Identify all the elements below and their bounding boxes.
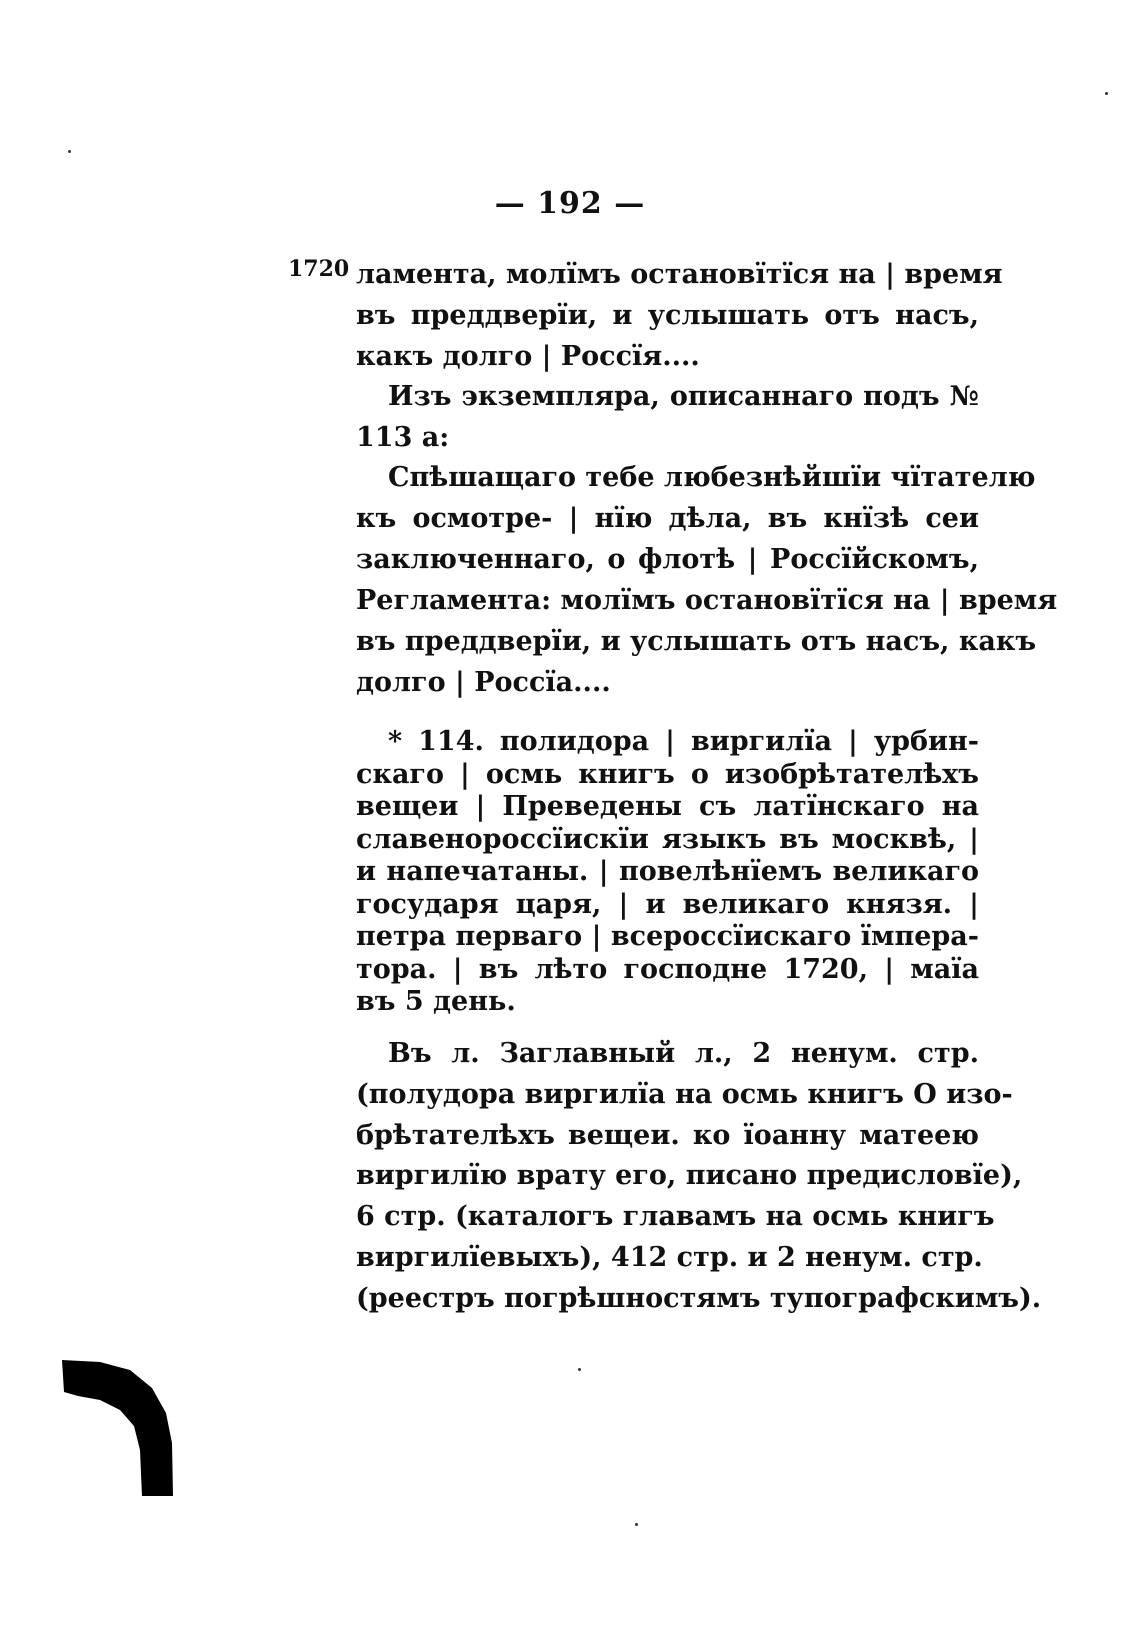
- page-number: — 192 —: [494, 186, 646, 221]
- scan-speck: [635, 1523, 638, 1526]
- text-line: какъ долго | Россїя....: [356, 341, 700, 372]
- text-line: (реестръ погрѣшностямъ тупографскимъ).: [356, 1282, 1042, 1314]
- text-line: петра перваго | всероссїискаго їмпера-: [356, 921, 979, 952]
- margin-year: 1720: [288, 256, 350, 282]
- scan-speck: [1105, 92, 1108, 95]
- paragraph-exemplar: [356, 376, 979, 458]
- paragraph-continuation: [356, 254, 1003, 377]
- text-line: заключеннаго, о флотѣ | Россїйскомъ,: [356, 544, 979, 575]
- text-line: долго | Россїа....: [356, 667, 611, 698]
- text-line: ламента, молїмъ остановїтїся на | время: [356, 259, 1003, 290]
- text-line: государя царя, | и великаго князя. |: [356, 888, 979, 920]
- text-line: Въ л. Заглавный л., 2 ненум. стр.: [388, 1038, 979, 1069]
- scan-smudge: [60, 1358, 175, 1498]
- text-line: Изъ экземпляра, описаннаго подъ №: [388, 381, 979, 412]
- text-line: въ преддверїи, и услышать отъ насъ,: [356, 300, 979, 331]
- text-line: и напечатаны. | повелѣнїемъ великаго: [356, 856, 979, 887]
- text-line: къ осмотре- | нїю дѣла, въ кнїзѣ сеи: [356, 503, 979, 534]
- text-line: виргилїю врату его, писано предисловїе),: [356, 1160, 1023, 1192]
- scan-speck: [68, 150, 71, 153]
- text-line: * 114. полидора | виргилїа | урбин-: [388, 726, 979, 757]
- text-line: 113 а:: [356, 422, 450, 453]
- text-line: вещеи | Преведены съ латїнскаго на: [356, 791, 979, 822]
- text-line: славенороссїискїи языкъ въ москвѣ, |: [356, 823, 979, 855]
- text-line: Регламента: молїмъ остановїтїся на | время: [356, 585, 1058, 616]
- paragraph-quote: [356, 457, 1058, 703]
- text-line: скаго | осмь книгъ о изобрѣтателѣхъ: [356, 758, 979, 790]
- text-line: въ 5 день.: [356, 986, 516, 1017]
- text-line: брѣтателѣхъ вещеи. ко їоанну матеею: [356, 1119, 979, 1151]
- text-line: Спѣшащаго тебе любезнѣйшїи чїтателю: [388, 462, 1036, 493]
- text-line: (полудора виргилїа на осмь книгъ О изо-: [356, 1078, 1013, 1110]
- entry-114-description: [356, 1034, 1042, 1320]
- text-line: 6 стр. (каталогъ главамъ на осмь книгъ: [356, 1201, 995, 1233]
- text-line: въ преддверїи, и услышать отъ насъ, какъ: [356, 626, 1037, 657]
- entry-114: [356, 726, 979, 1019]
- text-line: виргилїевыхъ), 412 стр. и 2 ненум. стр.: [356, 1241, 983, 1273]
- scan-speck: [578, 1368, 581, 1371]
- text-line: тора. | въ лѣто господне 1720, | маїа: [356, 953, 979, 985]
